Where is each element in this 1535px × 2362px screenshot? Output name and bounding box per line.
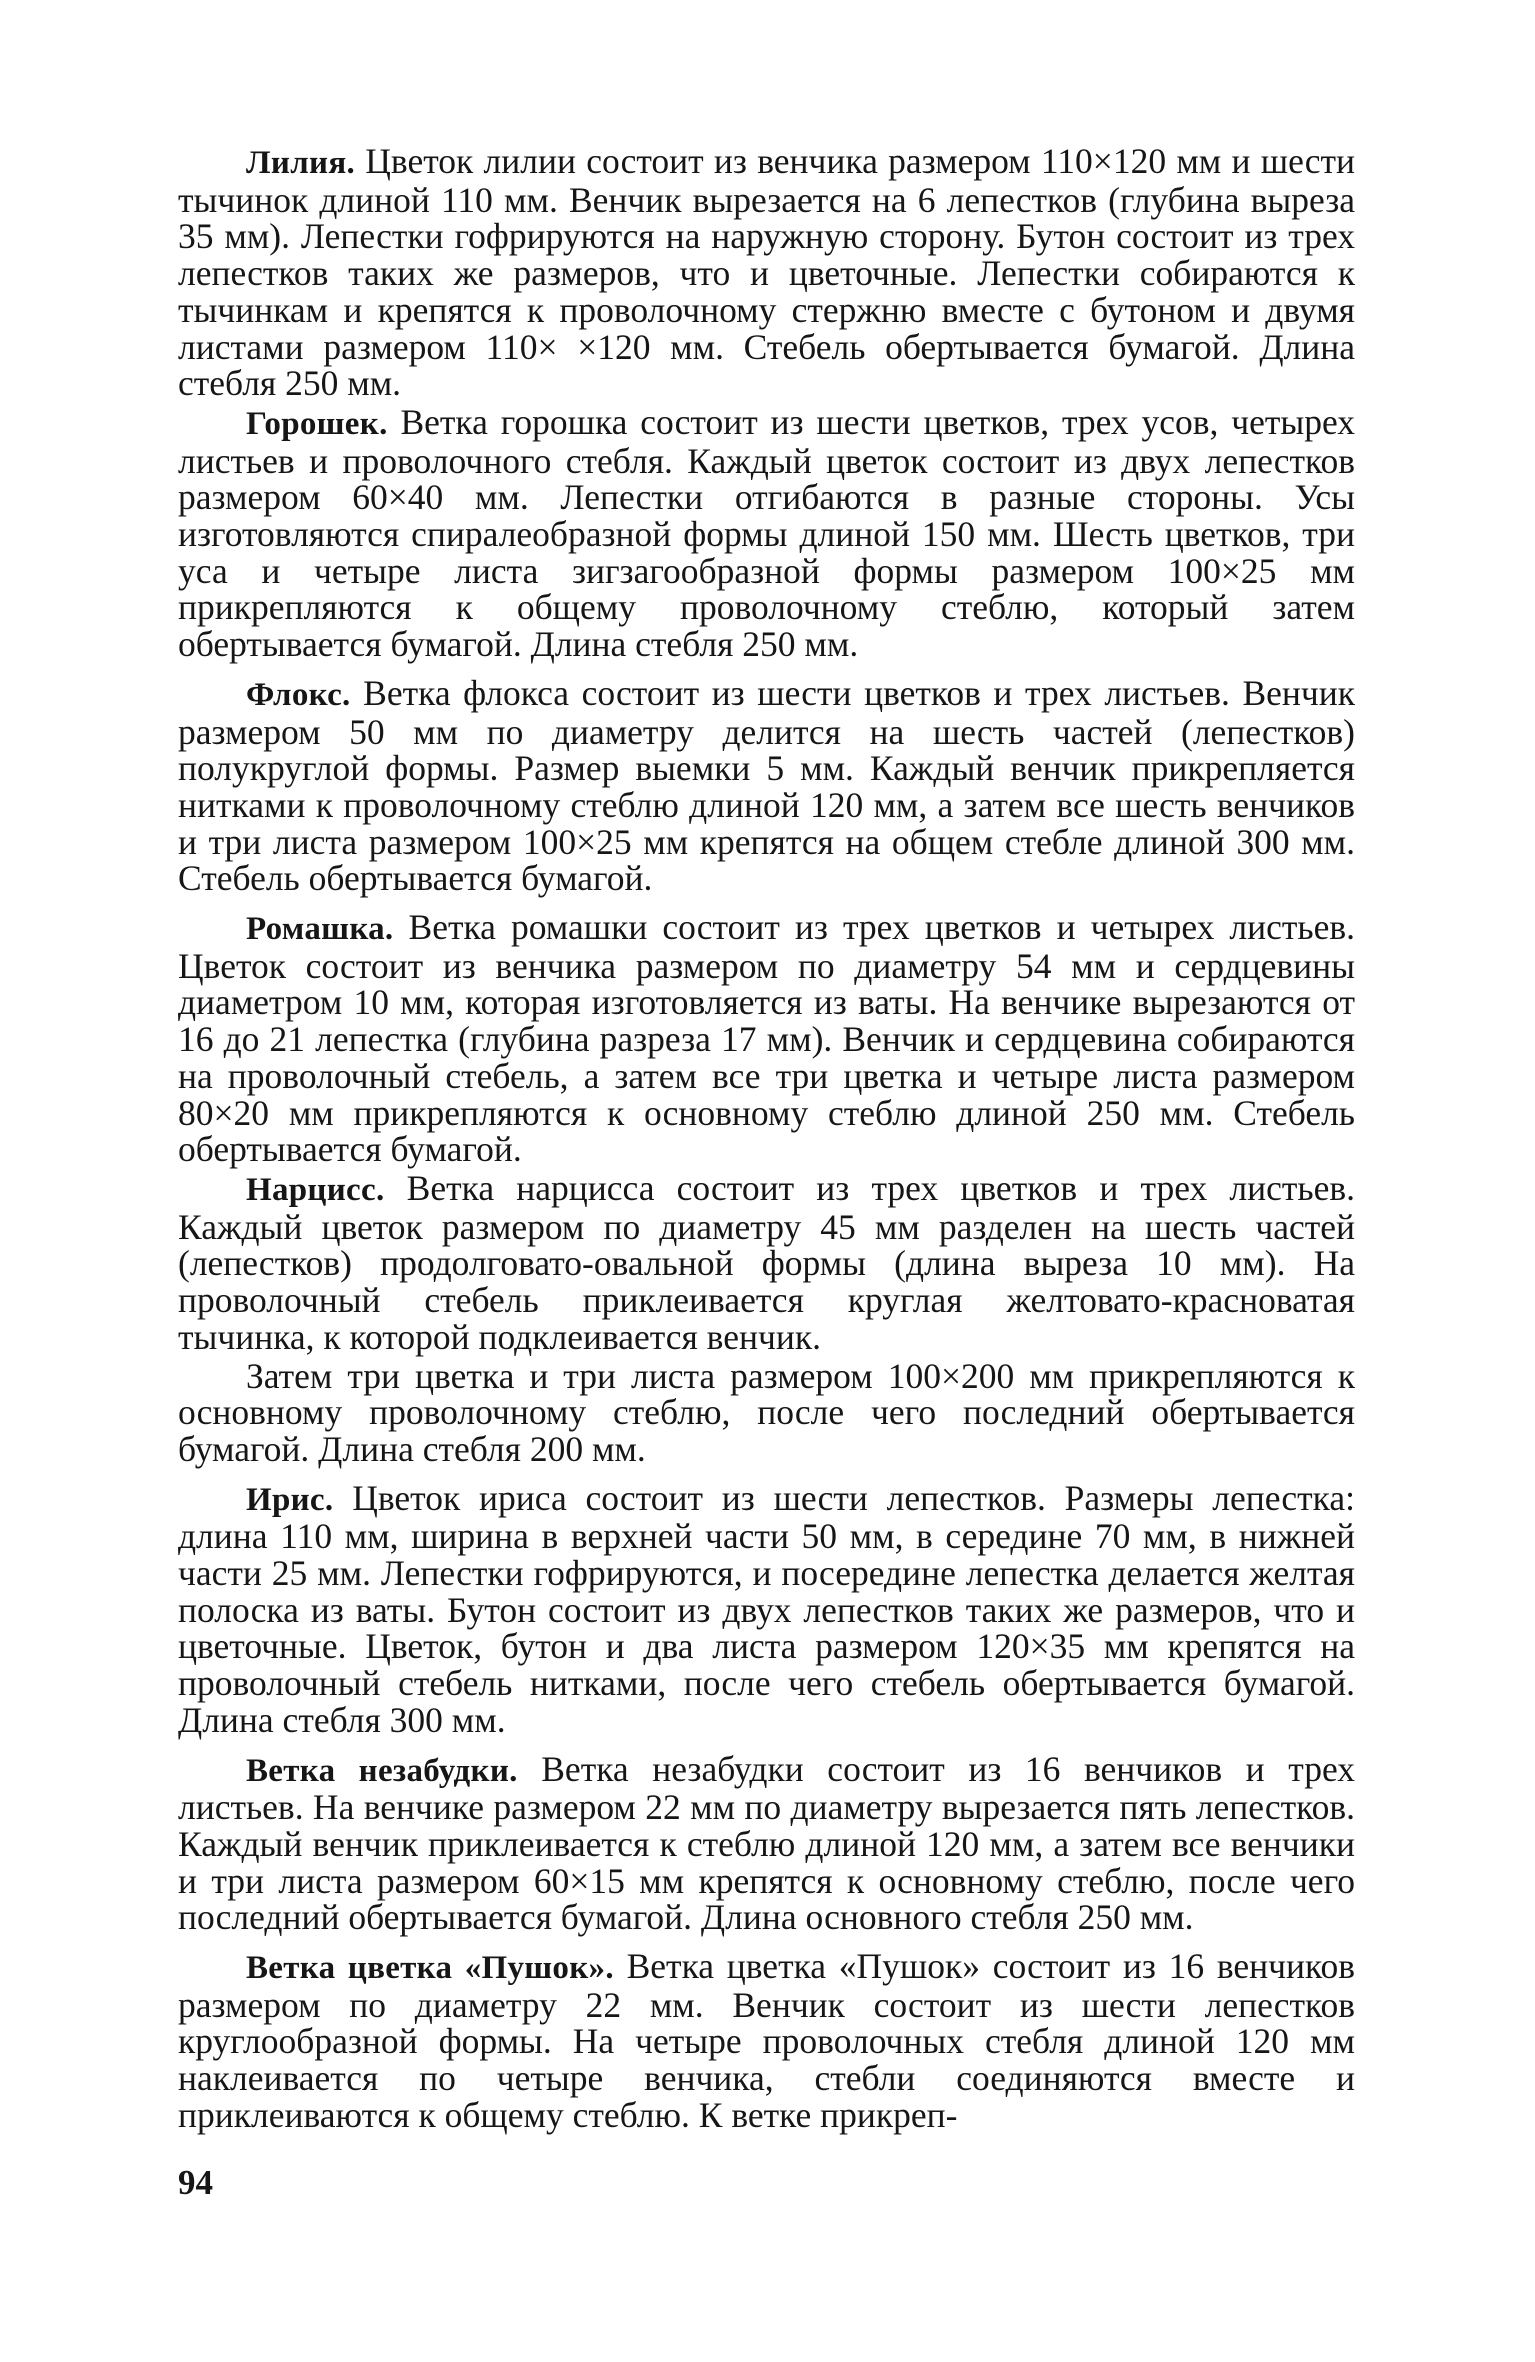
paragraph-floks bbox=[178, 672, 1355, 899]
paragraph-heading: Ветка незабудки. bbox=[246, 1752, 518, 1789]
paragraph-nezabudka bbox=[178, 1748, 1355, 1938]
body-text bbox=[178, 143, 1355, 2134]
paragraph-text: Цветок ириса состоит из шести лепестков. Размеры лепестка: длина 110 мм, ширина в верхней части 50 мм, в середине 70 мм, в нижней части 25 мм. Лепестки гофрируются, и посередине лепестка делается желтая полоска из ваты. Бутон состоит из двух лепестков таких же размеров, что и цветочные. Цветок, бутон и два листа размером 120×35 мм крепятся на проволочный стебель нитками, после чего стебель обертывается бумагой. Длина стебля 300 мм. bbox=[178, 1477, 1355, 1740]
paragraph-text: Ветка нарцисса состоит из трех цветков и трех листьев. Каждый цветок размером по диаметру 45 мм разделен на шесть частей (лепестков) продолговато-овальной формы (длина выреза 10 мм). На проволочный стебель приклеивается круглая желтовато-красноватая тычинка, к которой подклеивается венчик. bbox=[178, 1167, 1355, 1357]
paragraph-heading: Нарцисс. bbox=[246, 1171, 385, 1208]
paragraph-iris bbox=[178, 1477, 1355, 1740]
paragraph-pushok bbox=[178, 1948, 1355, 2134]
paragraph-text: Ветка флокса состоит из шести цветков и трех листьев. Венчик размером 50 мм по диаметру делится на шесть частей (лепестков) полукруглой формы. Размер выемки 5 мм. Каждый венчик прикрепляется нитками к проволочному стеблю длиной 120 мм, а затем все шесть венчиков и три листа размером 100×25 мм крепятся на общем стебле длиной 300 мм. Стебель обертывается бумагой. bbox=[178, 672, 1355, 899]
paragraph-heading: Горошек. bbox=[246, 405, 388, 442]
paragraph-nartsiss bbox=[178, 1167, 1355, 1357]
paragraph-text: Ветка цветка «Пушок» состоит из 16 венчиков размером по диаметру 22 мм. Венчик состоит из шести лепестков круглообразной формы. На четыре проволочных стебля длиной 120 мм наклеивается по четыре венчика, стебли соединяются вместе и приклеиваются к общему стеблю. К ветке прикреп- bbox=[178, 1946, 1355, 2135]
paragraph-heading: Ирис. bbox=[246, 1481, 334, 1518]
paragraph-text: Ветка ромашки состоит из трех цветков и четырех листьев. Цветок состоит из венчика размером по диаметру 54 мм и сердцевины диаметром 10 мм, которая изготовляется из ваты. На венчике вырезаются от 16 до 21 лепестка (глубина разреза 17 мм). Венчик и сердцевина собираются на проволочный стебель, а затем все три цветка и четыре листа размером 80×20 мм прикрепляются к основному стеблю длиной 250 мм. Стебель обертывается бумагой. bbox=[178, 907, 1355, 1170]
paragraph-text: Ветка горошка состоит из шести цветков, трех усов, четырех листьев и проволочного стебля. Каждый цветок состоит из двух лепестков размером 60×40 мм. Лепестки отгибаются в разные стороны. Усы изготовляются спиралеобразной формы длиной 150 мм. Шесть цветков, три уса и четыре листа зигзагообразной формы размером 100×25 мм прикрепляются к общему проволочному стеблю, который затем обертывается бумагой. Длина стебля 250 мм. bbox=[178, 401, 1355, 665]
paragraph-text: Цветок лилии состоит из венчика размером 110×120 мм и шести тычинок длиной 110 мм. Венчик вырезается на 6 лепестков (глубина выреза 35 мм). Лепестки гофрируются на наружную сторону. Бутон состоит из трех лепестков таких же размеров, что и цветочные. Лепестки собираются к тычинкам и крепятся к проволочному стержню вместе с бутоном и двумя листами размером 110× ×120 мм. Стебель обертывается бумагой. Длина стебля 250 мм. bbox=[178, 141, 1355, 404]
paragraph-heading: Ромашка. bbox=[246, 911, 394, 948]
paragraph-heading: Флокс. bbox=[246, 676, 351, 713]
paragraph-heading: Лилия. bbox=[246, 145, 356, 181]
paragraph-goroshek bbox=[178, 401, 1355, 665]
page-number: 94 bbox=[178, 2163, 213, 2202]
paragraph-text: Затем три цветка и три листа размером 100×200 мм прикрепляются к основному проволочному стеблю, после чего последний обертывается бумагой. Длина стебля 200 мм. bbox=[178, 1355, 1355, 1469]
paragraph-nartsiss-continued bbox=[178, 1355, 1355, 1469]
paragraph-heading: Ветка цветка «Пушок». bbox=[246, 1950, 614, 1987]
paragraph-liliya bbox=[178, 143, 1355, 402]
paragraph-romashka bbox=[178, 909, 1355, 1168]
paragraph-text: Ветка незабудки состоит из 16 венчиков и трех листьев. На венчике размером 22 мм по диаметру вырезается пять лепестков. Каждый венчик приклеивается к стеблю длиной 120 мм, а затем все венчики и три листа размером 60×15 мм крепятся к основному стеблю, после чего последний обертывается бумагой. Длина основного стебля 250 мм. bbox=[178, 1748, 1355, 1938]
